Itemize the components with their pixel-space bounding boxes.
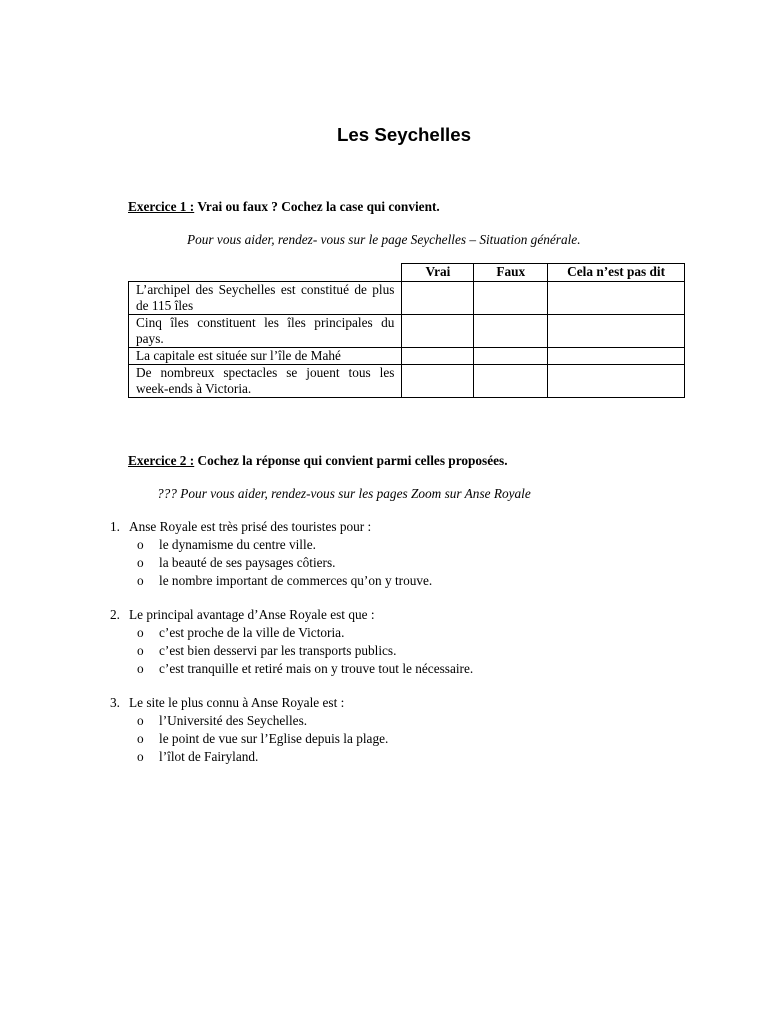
question-number: 3.: [110, 695, 120, 710]
question-text: Anse Royale est très prisé des touristes pour :: [129, 519, 372, 534]
exercise1-hint: Pour vous aider, rendez- vous sur le page Seychelles – Situation générale.: [187, 232, 581, 247]
option-bullet[interactable]: o: [137, 643, 144, 658]
option-bullet[interactable]: o: [137, 661, 144, 676]
option-item[interactable]: [137, 748, 258, 766]
option-text: l’îlot de Fairyland.: [159, 749, 259, 764]
answer-cell-faux[interactable]: [474, 348, 548, 365]
statement-cell: La capitale est située sur l’île de Mahé: [129, 348, 402, 365]
page-title: Les Seychelles: [336, 124, 471, 145]
question-text: Le site le plus connu à Anse Royale est :: [129, 695, 345, 710]
table-row: [129, 365, 685, 398]
option-text: le nombre important de commerces qu’on y trouve.: [159, 573, 433, 588]
statement-cell: Cinq îles constituent les îles principales du pays.: [129, 315, 402, 348]
answer-cell-vrai[interactable]: [402, 348, 474, 365]
answer-cell-pas-dit[interactable]: [548, 348, 685, 365]
answer-cell-faux[interactable]: [474, 282, 548, 315]
exercise2-label: Exercice 2 :: [128, 453, 195, 468]
option-text: c’est bien desservi par les transports publics.: [159, 643, 397, 658]
option-bullet[interactable]: o: [137, 731, 144, 746]
table-row: [129, 315, 685, 348]
table-header-row: [129, 264, 685, 282]
option-text: c’est tranquille et retiré mais on y trouve tout le nécessaire.: [159, 661, 474, 676]
option-bullet[interactable]: o: [137, 625, 144, 640]
answer-cell-faux[interactable]: [474, 315, 548, 348]
exercise1-label: Exercice 1 :: [128, 199, 195, 214]
statement-cell: De nombreux spectacles se jouent tous les week-ends à Victoria.: [129, 365, 402, 398]
question-text: Le principal avantage d’Anse Royale est que :: [129, 607, 375, 622]
option-bullet[interactable]: o: [137, 573, 144, 588]
option-text: le point de vue sur l’Eglise depuis la plage.: [159, 731, 389, 746]
exercise1-heading: [128, 199, 440, 215]
column-header-faux: Faux: [474, 264, 548, 282]
option-item[interactable]: [137, 730, 388, 748]
answer-cell-faux[interactable]: [474, 365, 548, 398]
exercise2-instruction: Cochez la réponse qui convient parmi celles proposées.: [197, 453, 508, 468]
option-item[interactable]: [137, 536, 316, 554]
option-bullet[interactable]: o: [137, 555, 144, 570]
column-header-vrai: Vrai: [402, 264, 474, 282]
option-text: la beauté de ses paysages côtiers.: [159, 555, 336, 570]
option-bullet[interactable]: o: [137, 749, 144, 764]
option-text: c’est proche de la ville de Victoria.: [159, 625, 345, 640]
option-item[interactable]: [137, 712, 307, 730]
option-item[interactable]: [137, 554, 335, 572]
option-item[interactable]: [137, 624, 344, 642]
exercise1-instruction: Vrai ou faux ? Cochez la case qui convient.: [197, 199, 440, 214]
answer-cell-pas-dit[interactable]: [548, 365, 685, 398]
option-text: l’Université des Seychelles.: [159, 713, 308, 728]
table-row: [129, 282, 685, 315]
answer-cell-vrai[interactable]: [402, 365, 474, 398]
option-bullet[interactable]: o: [137, 713, 144, 728]
question-number: 2.: [110, 607, 120, 622]
question-1: [110, 518, 371, 536]
table-row: [129, 348, 685, 365]
statement-cell: L’archipel des Seychelles est constitué de plus de 115 îles: [129, 282, 402, 315]
answer-cell-pas-dit[interactable]: [548, 315, 685, 348]
exercise2-hint: ??? Pour vous aider, rendez-vous sur les pages Zoom sur Anse Royale: [157, 486, 531, 501]
question-2: [110, 606, 375, 624]
answer-cell-vrai[interactable]: [402, 315, 474, 348]
option-bullet[interactable]: o: [137, 537, 144, 552]
question-3: [110, 694, 344, 712]
true-false-table: [128, 263, 685, 398]
exercise2-heading: [128, 453, 508, 469]
answer-cell-pas-dit[interactable]: [548, 282, 685, 315]
answer-cell-vrai[interactable]: [402, 282, 474, 315]
column-header-pas-dit: Cela n’est pas dit: [548, 264, 685, 282]
table-header-blank: [129, 264, 402, 282]
question-number: 1.: [110, 519, 120, 534]
option-text: le dynamisme du centre ville.: [159, 537, 316, 552]
option-item[interactable]: [137, 660, 473, 678]
option-item[interactable]: [137, 572, 432, 590]
option-item[interactable]: [137, 642, 396, 660]
